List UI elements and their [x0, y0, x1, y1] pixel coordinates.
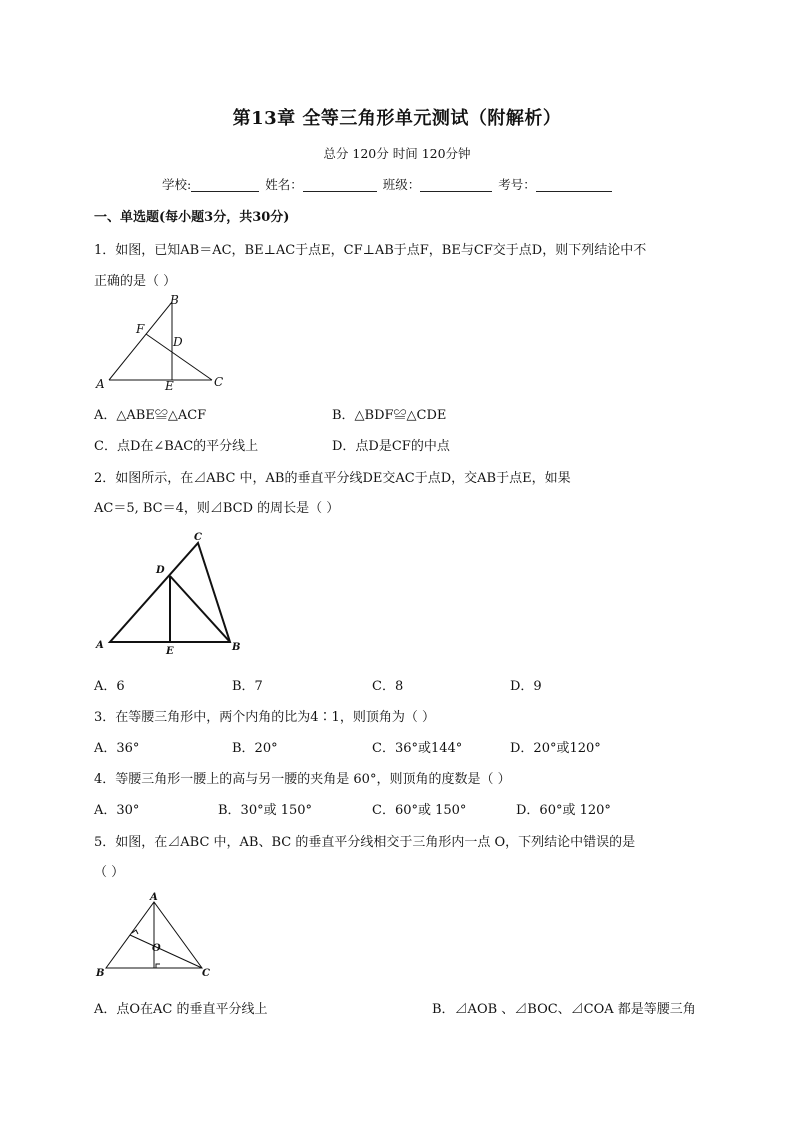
question-4-line-1: 4．等腰三角形一腰上的高与另一腰的夹角是 60°，则顶角的度数是（ ）: [94, 772, 511, 787]
question-2-line-2: AC＝5, BC＝4，则⊿BCD 的周长是（ ）: [94, 501, 340, 516]
question-4-option-b[interactable]: B．30°或 150°: [218, 803, 313, 818]
question-5-option-a[interactable]: A．点O在AC 的垂直平分线上: [94, 1002, 268, 1017]
q5-label-o: O: [152, 943, 161, 954]
q2-label-b: B: [232, 642, 241, 653]
q5-label-a: A: [150, 892, 158, 903]
school-blank[interactable]: [191, 178, 259, 192]
page-title: 第13章 全等三角形单元测试（附解析）: [232, 108, 562, 129]
question-2-option-a[interactable]: A．6: [94, 679, 125, 694]
question-1-option-a[interactable]: A．△ABE≌△ACF: [94, 408, 207, 423]
q1-label-c: C: [214, 375, 224, 389]
page-subtitle: 总分 120分 时间 120分钟: [323, 146, 471, 161]
question-5-option-b[interactable]: B．⊿AOB 、⊿BOC、⊿COA 都是等腰三角: [432, 1002, 696, 1017]
class-label: 班级：: [382, 177, 421, 192]
question-2-option-b[interactable]: B．7: [232, 679, 263, 694]
question-3-option-d[interactable]: D．20°或120°: [510, 741, 601, 756]
q2-label-d: D: [156, 565, 165, 576]
question-3-option-a[interactable]: A．36°: [94, 741, 140, 756]
question-2-figure: [92, 530, 252, 660]
question-1-option-b[interactable]: B．△BDF≌△CDE: [332, 408, 447, 423]
question-4-option-c[interactable]: C．60°或 150°: [372, 803, 467, 818]
student-info-row: [162, 175, 614, 193]
q5-right-angle-mark-2: [156, 964, 160, 968]
question-5-line-2: （ ）: [94, 865, 125, 880]
question-5-figure: [92, 888, 217, 980]
q5-segment-co: [130, 935, 202, 968]
question-3-option-c[interactable]: C．36°或144°: [372, 741, 463, 756]
question-2-option-d[interactable]: D．9: [510, 679, 542, 694]
q5-label-b: B: [96, 968, 105, 979]
question-1-option-d[interactable]: D．点D是CF的中点: [332, 439, 450, 454]
question-1-option-c[interactable]: C．点D在∠BAC的平分线上: [94, 439, 259, 454]
q2-segment-bd: [170, 576, 230, 642]
question-5-line-1: 5．如图，在⊿ABC 中，AB、BC 的垂直平分线相交于三角形内一点 O，下列结论中错误的是: [94, 835, 636, 850]
number-label: 考号：: [498, 177, 536, 192]
q1-label-a: A: [96, 377, 105, 391]
question-4-option-d[interactable]: D．60°或 120°: [516, 803, 611, 818]
q1-side-ab-be: [109, 302, 172, 380]
q5-label-c: C: [202, 968, 210, 979]
number-blank[interactable]: [536, 178, 612, 192]
question-2-option-c[interactable]: C．8: [372, 679, 404, 694]
q2-label-a: A: [96, 640, 104, 651]
question-3-option-b[interactable]: B．20°: [232, 741, 278, 756]
question-1-figure: [92, 292, 237, 392]
question-3-line-1: 3．在等腰三角形中，两个内角的比为4∶1，则顶角为（ ）: [94, 710, 435, 725]
question-1-line-1: 1．如图，已知AB＝AC，BE⊥AC于点E，CF⊥AB于点F，BE与CF交于点D，则下列结论中不: [94, 243, 647, 258]
q1-label-b: B: [170, 293, 179, 307]
question-2-line-1: 2．如图所示，在⊿ABC 中，AB的垂直平分线DE交AC于点D，交AB于点E，如果: [94, 471, 571, 486]
name-label: 姓名：: [265, 177, 303, 192]
question-1-line-2: 正确的是（ ）: [94, 274, 177, 289]
class-blank[interactable]: [420, 178, 492, 192]
q1-label-e: E: [165, 379, 174, 392]
school-label: 学校:: [162, 177, 192, 192]
name-blank[interactable]: [303, 178, 377, 192]
section-heading: 一、单选题(每小题3分，共30分): [94, 210, 290, 225]
q2-label-e: E: [166, 646, 174, 657]
q2-label-c: C: [194, 532, 202, 543]
question-4-option-a[interactable]: A．30°: [94, 803, 140, 818]
q1-label-f: F: [136, 322, 145, 336]
q1-label-d: D: [173, 335, 183, 349]
